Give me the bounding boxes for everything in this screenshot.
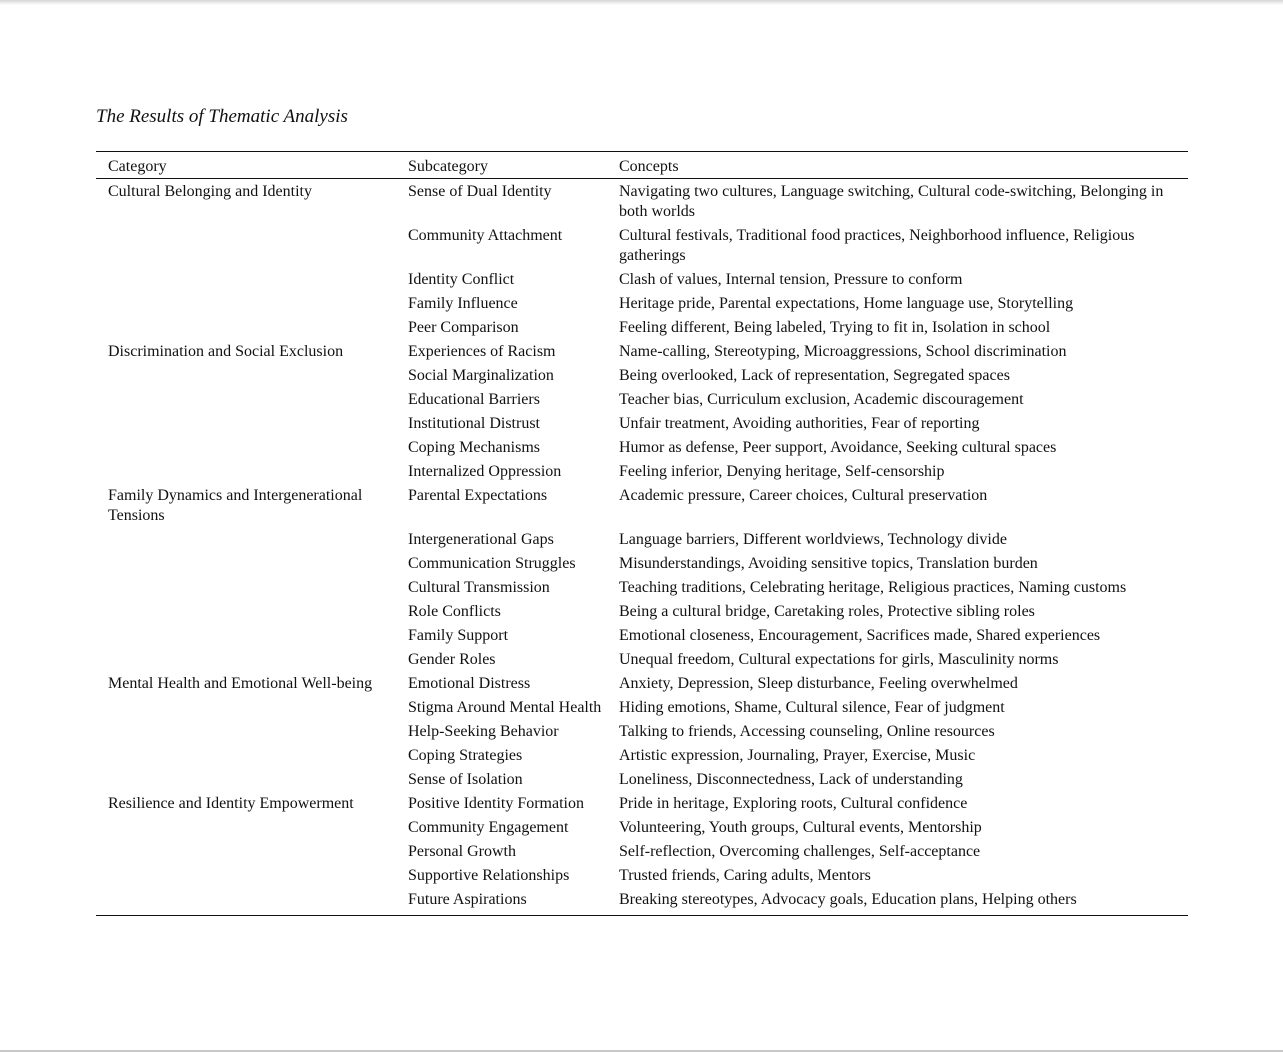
category-cell	[96, 698, 408, 718]
concepts-cell: Academic pressure, Career choices, Cultural preservation	[619, 487, 988, 504]
table-row	[96, 294, 1188, 318]
window-top-edge	[0, 0, 1283, 5]
table-row	[96, 650, 1188, 674]
subcategory-cell: Stigma Around Mental Health	[408, 699, 602, 716]
table-row	[96, 226, 1188, 270]
category-cell	[96, 578, 408, 598]
subcategory-cell: Personal Growth	[408, 843, 516, 860]
table-row	[96, 770, 1188, 794]
subcategory-cell: Supportive Relationships	[408, 867, 570, 884]
category-cell	[96, 414, 408, 434]
concepts-cell: Humor as defense, Peer support, Avoidance, Seeking cultural spaces	[619, 439, 1057, 456]
subcategory-cell: Family Influence	[408, 295, 518, 312]
subcategory-cell: Educational Barriers	[408, 391, 540, 408]
concepts-cell: Misunderstandings, Avoiding sensitive topics, Translation burden	[619, 555, 1038, 572]
subcategory-cell: Institutional Distrust	[408, 415, 540, 432]
table-row	[96, 842, 1188, 866]
thematic-analysis-table	[96, 151, 1188, 916]
table-row	[96, 366, 1188, 390]
concepts-cell: Being overlooked, Lack of representation, Segregated spaces	[619, 367, 1010, 384]
category-cell	[96, 462, 408, 482]
table-row	[96, 554, 1188, 578]
subcategory-cell: Internalized Oppression	[408, 463, 562, 480]
table-body	[96, 179, 1188, 915]
category-cell	[96, 818, 408, 838]
category-cell	[96, 890, 408, 910]
category-cell	[96, 650, 408, 670]
category-cell	[96, 390, 408, 410]
subcategory-cell: Experiences of Racism	[408, 343, 556, 360]
concepts-cell: Talking to friends, Accessing counseling, Online resources	[619, 723, 995, 740]
category-cell	[96, 626, 408, 646]
category-cell	[96, 294, 408, 314]
concepts-cell: Loneliness, Disconnectedness, Lack of understanding	[619, 771, 963, 788]
concepts-cell: Cultural festivals, Traditional food practices, Neighborhood influence, Religious gatherings	[619, 227, 1135, 264]
category-cell	[96, 366, 408, 386]
subcategory-cell: Identity Conflict	[408, 271, 515, 288]
category-cell	[96, 530, 408, 550]
subcategory-cell: Peer Comparison	[408, 319, 519, 336]
table-row	[96, 530, 1188, 554]
table-caption: The Results of Thematic Analysis	[96, 106, 348, 127]
subcategory-cell: Intergenerational Gaps	[408, 531, 554, 548]
concepts-cell: Emotional closeness, Encouragement, Sacrifices made, Shared experiences	[619, 627, 1101, 644]
subcategory-cell: Communication Struggles	[408, 555, 576, 572]
table-row	[96, 746, 1188, 770]
table-row	[96, 270, 1188, 294]
subcategory-cell: Social Marginalization	[408, 367, 554, 384]
category-cell	[96, 270, 408, 290]
subcategory-cell: Coping Mechanisms	[408, 439, 540, 456]
subcategory-cell: Community Attachment	[408, 227, 563, 244]
subcategory-cell: Emotional Distress	[408, 675, 531, 692]
category-cell	[96, 318, 408, 338]
concepts-cell: Language barriers, Different worldviews, Technology divide	[619, 531, 1007, 548]
table-row	[96, 818, 1188, 842]
subcategory-cell: Gender Roles	[408, 651, 496, 668]
category-cell	[96, 722, 408, 742]
table-row	[96, 626, 1188, 650]
category-cell: Mental Health and Emotional Well-being	[108, 675, 373, 692]
category-cell	[96, 554, 408, 574]
table-row	[96, 722, 1188, 746]
category-cell	[96, 866, 408, 886]
concepts-cell: Feeling inferior, Denying heritage, Self-censorship	[619, 463, 945, 480]
concepts-cell: Feeling different, Being labeled, Trying to fit in, Isolation in school	[619, 319, 1051, 336]
subcategory-cell: Parental Expectations	[408, 487, 548, 504]
concepts-cell: Pride in heritage, Exploring roots, Cultural confidence	[619, 795, 968, 812]
table-row	[96, 794, 1188, 818]
category-cell: Resilience and Identity Empowerment	[108, 795, 354, 812]
concepts-cell: Unequal freedom, Cultural expectations for girls, Masculinity norms	[619, 651, 1059, 668]
table-row	[96, 182, 1188, 226]
category-cell	[96, 842, 408, 862]
concepts-cell: Trusted friends, Caring adults, Mentors	[619, 867, 871, 884]
subcategory-cell: Family Support	[408, 627, 509, 644]
concepts-cell: Name-calling, Stereotyping, Microaggressions, School discrimination	[619, 343, 1067, 360]
concepts-cell: Artistic expression, Journaling, Prayer, Exercise, Music	[619, 747, 976, 764]
table-row	[96, 890, 1188, 914]
subcategory-cell: Role Conflicts	[408, 603, 501, 620]
concepts-cell: Breaking stereotypes, Advocacy goals, Education plans, Helping others	[619, 891, 1077, 908]
concepts-cell: Navigating two cultures, Language switching, Cultural code-switching, Belonging in both worlds	[619, 183, 1164, 220]
table-row	[96, 578, 1188, 602]
category-cell	[96, 746, 408, 766]
table-row	[96, 438, 1188, 462]
concepts-cell: Self-reflection, Overcoming challenges, Self-acceptance	[619, 843, 981, 860]
concepts-cell: Being a cultural bridge, Caretaking roles, Protective sibling roles	[619, 603, 1035, 620]
header-category: Category	[108, 158, 167, 175]
table-row	[96, 698, 1188, 722]
table-row	[96, 342, 1188, 366]
subcategory-cell: Community Engagement	[408, 819, 569, 836]
concepts-cell: Teacher bias, Curriculum exclusion, Academic discouragement	[619, 391, 1024, 408]
subcategory-cell: Coping Strategies	[408, 747, 523, 764]
category-cell	[96, 226, 408, 266]
category-cell: Discrimination and Social Exclusion	[108, 343, 344, 360]
category-cell: Cultural Belonging and Identity	[108, 183, 312, 200]
header-subcategory: Subcategory	[408, 158, 488, 175]
category-cell	[96, 602, 408, 622]
category-cell	[96, 770, 408, 790]
table-row	[96, 602, 1188, 626]
subcategory-cell: Cultural Transmission	[408, 579, 550, 596]
category-cell	[96, 438, 408, 458]
subcategory-cell: Sense of Isolation	[408, 771, 523, 788]
concepts-cell: Anxiety, Depression, Sleep disturbance, Feeling overwhelmed	[619, 675, 1018, 692]
concepts-cell: Unfair treatment, Avoiding authorities, Fear of reporting	[619, 415, 980, 432]
concepts-cell: Volunteering, Youth groups, Cultural events, Mentorship	[619, 819, 982, 836]
category-cell: Family Dynamics and Intergenerational Tensions	[108, 487, 363, 524]
table-row	[96, 462, 1188, 486]
header-concepts: Concepts	[619, 158, 679, 175]
table-header-row	[96, 152, 1188, 179]
table-row	[96, 390, 1188, 414]
table-row	[96, 486, 1188, 530]
concepts-cell: Teaching traditions, Celebrating heritage, Religious practices, Naming customs	[619, 579, 1127, 596]
table-row	[96, 414, 1188, 438]
table-row	[96, 674, 1188, 698]
subcategory-cell: Future Aspirations	[408, 891, 527, 908]
subcategory-cell: Sense of Dual Identity	[408, 183, 552, 200]
concepts-cell: Hiding emotions, Shame, Cultural silence, Fear of judgment	[619, 699, 1005, 716]
subcategory-cell: Positive Identity Formation	[408, 795, 584, 812]
table-row	[96, 866, 1188, 890]
subcategory-cell: Help-Seeking Behavior	[408, 723, 559, 740]
table-row	[96, 318, 1188, 342]
concepts-cell: Heritage pride, Parental expectations, Home language use, Storytelling	[619, 295, 1074, 312]
concepts-cell: Clash of values, Internal tension, Pressure to conform	[619, 271, 963, 288]
